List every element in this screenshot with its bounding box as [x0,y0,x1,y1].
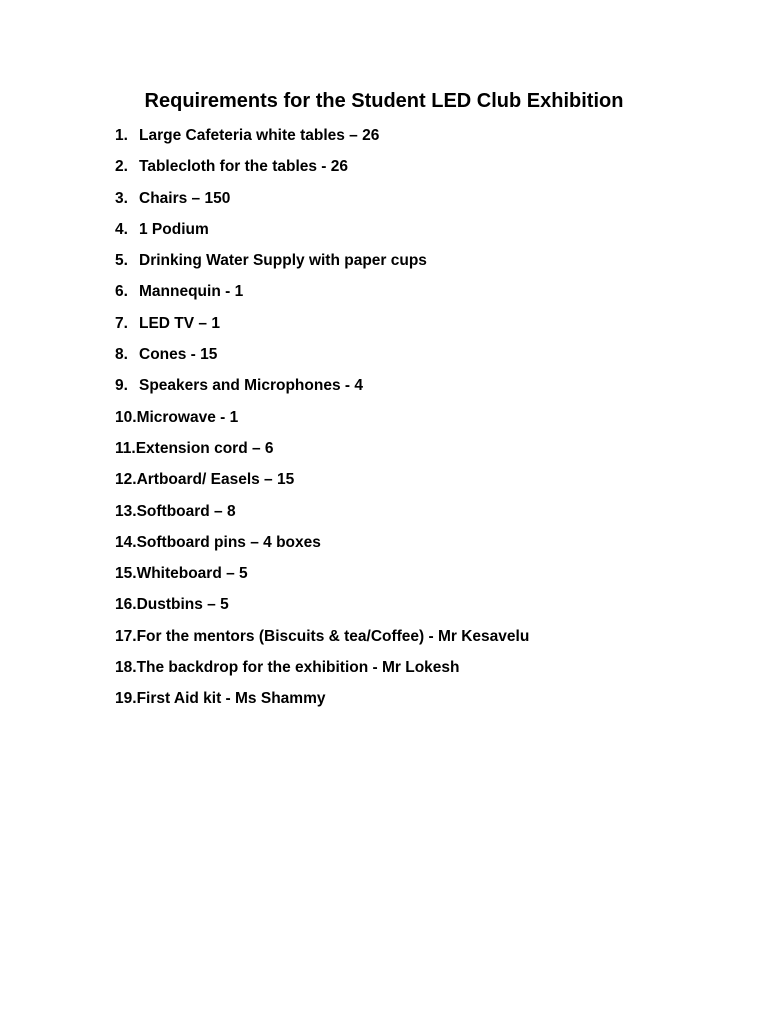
list-item [115,657,529,688]
item-number: 10. [115,408,137,426]
list-item [115,344,529,375]
item-number: 9. [115,377,128,395]
list-item [115,407,529,438]
list-item [115,469,529,500]
item-text: Chairs – 150 [139,189,231,207]
item-number: 1. [115,127,128,144]
item-text: Artboard/ Easels – 15 [136,471,295,489]
item-number: 18. [115,659,137,677]
list-item [115,532,529,563]
item-text: Drinking Water Supply with paper cups [139,252,427,270]
list-item [115,125,529,156]
item-number: 8. [115,346,128,364]
item-text: 1 Podium [139,220,209,238]
item-text: Mannequin - 1 [139,283,244,301]
item-number: 15. [115,565,137,583]
list-item [115,438,529,469]
item-text: Softboard – 8 [136,502,236,520]
item-number: 11. [115,439,136,457]
list-item [115,375,529,406]
item-text: Cones - 15 [139,346,218,364]
list-item [115,250,529,281]
item-number: 5. [115,252,128,270]
item-text: Speakers and Microphones - 4 [139,377,363,395]
list-item [115,563,529,594]
item-number: 19. [115,690,137,708]
item-number: 14. [115,533,137,551]
list-item [115,688,529,719]
item-text: The backdrop for the exhibition - Mr Lokesh [136,659,460,677]
item-text: Large Cafeteria white tables – 26 [139,127,380,144]
item-text: First Aid kit - Ms Shammy [136,690,326,708]
item-number: 4. [115,220,128,238]
document-title: Requirements for the Student LED Club Exhibition [144,90,624,112]
list-item [115,594,529,625]
item-text: Whiteboard – 5 [136,565,248,583]
list-item [115,188,529,219]
item-number: 3. [115,189,128,207]
item-text: LED TV – 1 [139,314,220,332]
item-number: 16. [115,596,137,614]
list-item [115,501,529,532]
list-item [115,219,529,250]
item-text: For the mentors (Biscuits & tea/Coffee) - Mr Kesavelu [136,627,530,645]
item-number: 13. [115,502,137,520]
item-text: Extension cord – 6 [135,439,274,457]
item-number: 12. [115,471,137,489]
item-number: 2. [115,158,128,176]
item-number: 6. [115,283,128,301]
list-item [115,281,529,312]
requirements-list [115,125,529,720]
list-item [115,313,529,344]
item-text: Microwave - 1 [136,408,239,426]
item-number: 7. [115,314,128,332]
item-text: Softboard pins – 4 boxes [136,533,321,551]
item-text: Tablecloth for the tables - 26 [139,158,349,176]
list-item [115,626,529,657]
item-text: Dustbins – 5 [136,596,229,614]
list-item [115,156,529,187]
item-number: 17. [115,627,137,645]
